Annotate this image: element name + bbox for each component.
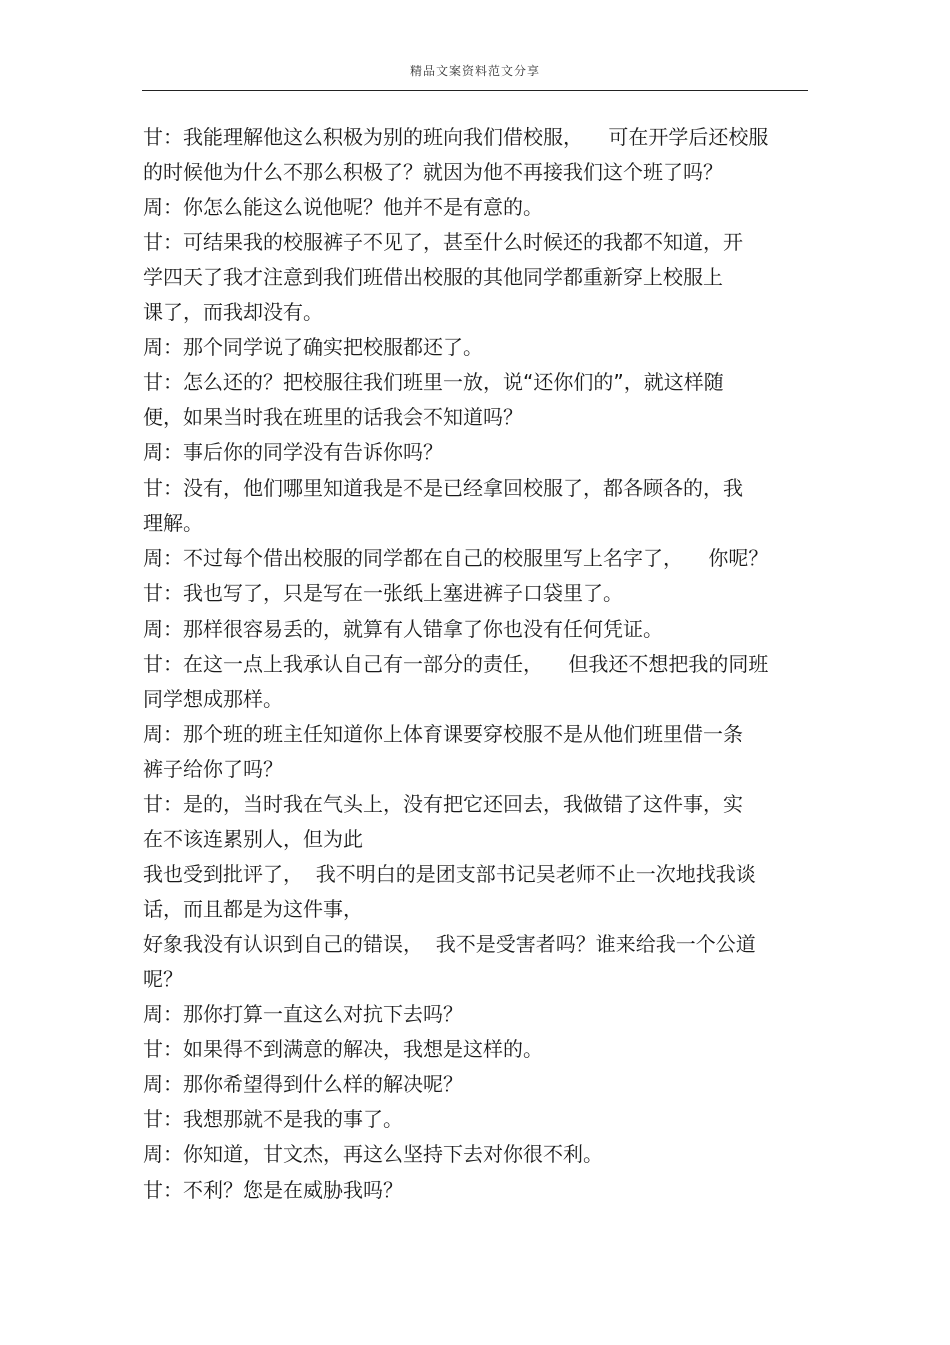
text-line: 裤子给你了吗？: [143, 757, 283, 781]
text-line: 周：那你打算一直这么对抗下去吗？: [143, 1002, 463, 1026]
text-line: 周：那样很容易丢的，就算有人错拿了你也没有任何凭证。: [143, 617, 663, 641]
text-line: 便，如果当时我在班里的话我会不知道吗？: [143, 405, 523, 429]
text-line: 甘：我能理解他这么积极为别的班向我们借校服， 可在开学后还校服: [143, 125, 769, 149]
text-line: 周：那个同学说了确实把校服都还了。: [143, 335, 483, 359]
text-line: 周：那个班的班主任知道你上体育课要穿校服不是从他们班里借一条: [143, 722, 743, 746]
text-line: 甘：在这一点上我承认自己有一部分的责任， 但我还不想把我的同班: [143, 652, 769, 676]
text-line: 周：事后你的同学没有告诉你吗？: [143, 440, 443, 464]
text-line: 周：你怎么能这么说他呢？他并不是有意的。: [143, 195, 543, 219]
text-line: 我也受到批评了， 我不明白的是团支部书记吴老师不止一次地找我谈: [143, 862, 756, 886]
text-line: 话，而且都是为这件事，: [143, 897, 363, 921]
text-line: 甘：没有，他们哪里知道我是不是已经拿回校服了，都各顾各的，我: [143, 476, 743, 500]
text-line: 甘：是的，当时我在气头上，没有把它还回去，我做错了这件事，实: [143, 792, 743, 816]
text-line: 周：不过每个借出校服的同学都在自己的校服里写上名字了， 你呢？: [143, 546, 769, 570]
text-line: 在不该连累别人，但为此: [143, 827, 363, 851]
text-line: 甘：可结果我的校服裤子不见了，甚至什么时候还的我都不知道，开: [143, 230, 743, 254]
text-line: 的时候他为什么不那么积极了？就因为他不再接我们这个班了吗？: [143, 160, 723, 184]
text-line: 呢？: [143, 967, 183, 991]
text-line: 甘：如果得不到满意的解决，我想是这样的。: [143, 1037, 543, 1061]
text-line: 甘：怎么还的？把校服往我们班里一放，说“还你们的”，就这样随: [143, 370, 724, 394]
text-line: 周：你知道，甘文杰，再这么坚持下去对你很不利。: [143, 1142, 603, 1166]
text-line: 周：那你希望得到什么样的解决呢？: [143, 1072, 463, 1096]
text-line: 甘：不利？您是在威胁我吗？: [143, 1178, 403, 1202]
text-line: 同学想成那样。: [143, 687, 283, 711]
text-line: 理解。: [143, 511, 203, 535]
text-line: 甘：我想那就不是我的事了。: [143, 1107, 403, 1131]
text-line: 学四天了我才注意到我们班借出校服的其他同学都重新穿上校服上: [143, 265, 723, 289]
text-line: 甘：我也写了，只是写在一张纸上塞进裤子口袋里了。: [143, 581, 623, 605]
text-line: 课了，而我却没有。: [143, 300, 323, 324]
page-header: 精品文案资料范文分享: [409, 64, 540, 78]
header-divider: [142, 90, 808, 91]
text-line: 好象我没有认识到自己的错误， 我不是受害者吗？谁来给我一个公道: [143, 932, 756, 956]
